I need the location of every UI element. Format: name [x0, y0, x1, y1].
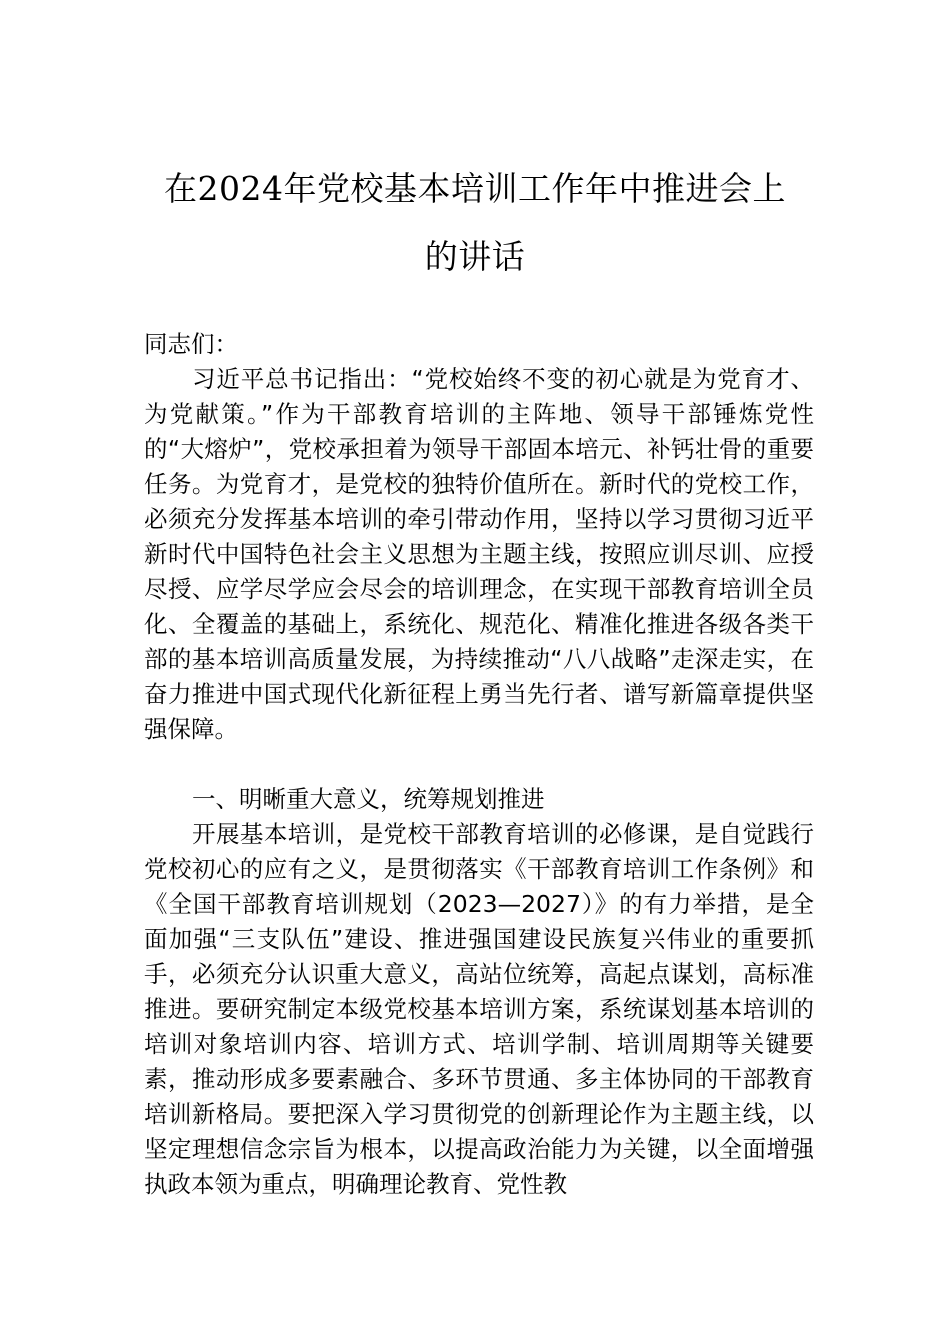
document-title-line-1: 在2024年党校基本培训工作年中推进会上	[164, 169, 786, 208]
paragraph-1: 习近平总书记指出：“党校始终不变的初心就是为党育才、为党献策。”作为干部教育培训的主阵地、领导干部锤炼党性的“大熔炉”，党校承担着为领导干部固本培元、补钙壮骨的重要任务。为党育才，是党校的独特价值所在。新时代的党校工作，必须充分发挥基本培训的牵引带动作用，坚持以学习贯彻习近平新时代中国特色社会主义思想为主题主线，按照应训尽训、应授尽授、应学尽学应会尽会的培训理念，在实现干部教育培训全员化、全覆盖的基础上，系统化、规范化、精准化推进各级各类干部的基本培训高质量发展，为持续推动“八八战略”走深走实，在奋力推进中国式现代化新征程上勇当先行者、谱写新篇章提供坚强保障。	[144, 365, 814, 743]
document-title-line-2: 的讲话	[424, 237, 526, 276]
section-heading-1: 一、明晰重大意义，统筹规划推进	[192, 785, 545, 813]
paragraph-2: 开展基本培训，是党校干部教育培训的必修课，是自觉践行党校初心的应有之义，是贯彻落实《干部教育培训工作条例》和《全国干部教育培训规划（2023—2027）》的有力举措，是全面加强“三支队伍”建设、推进强国建设民族复兴伟业的重要抓手，必须充分认识重大意义，高站位统筹，高起点谋划，高标准推进。要研究制定本级党校基本培训方案，系统谋划基本培训的培训对象培训内容、培训方式、培训学制、培训周期等关键要素，推动形成多要素融合、多环节贯通、多主体协同的干部教育培训新格局。要把深入学习贯彻党的创新理论作为主题主线，以坚定理想信念宗旨为根本，以提高政治能力为关键，以全面增强执政本领为重点，明确理论教育、党性教	[144, 820, 814, 1198]
salutation: 同志们：	[144, 330, 238, 358]
